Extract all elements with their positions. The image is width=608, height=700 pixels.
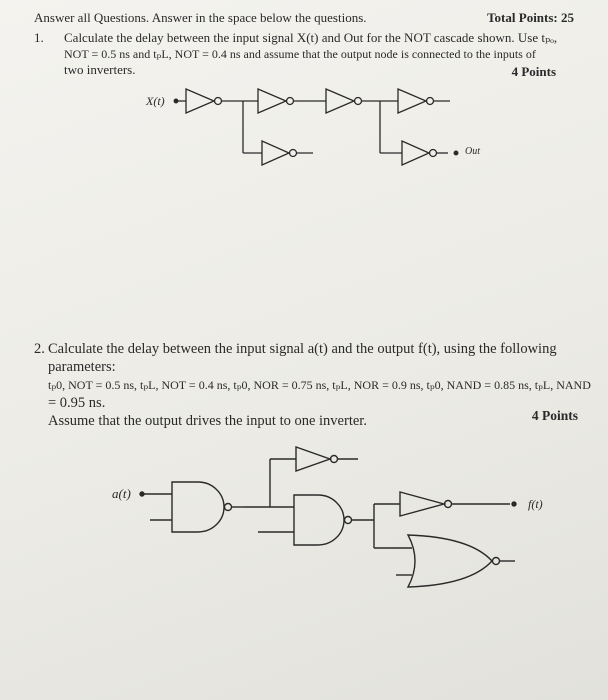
- question-2-line-5: Assume that the output drives the input to one inverter.: [48, 413, 367, 429]
- question-2-line-4: = 0.95 ns.: [48, 395, 106, 411]
- question-2-line-3: tₚ0, NOT = 0.5 ns, tₚL, NOT = 0.4 ns, tₚ0, NOR = 0.75 ns, tₚL, NOR = 0.9 ns, tₚ0, NAND = 0.85 ns, tₚL, NAND: [48, 378, 591, 392]
- nor-gate: [408, 535, 500, 587]
- input-a-dot: [140, 492, 144, 496]
- question-1-line-1: Calculate the delay between the input signal X(t) and Out for the NOT cascade shown. Use tₚₒ,: [64, 30, 558, 45]
- nand-gate-1: [172, 482, 232, 532]
- inverter-top: [296, 447, 338, 471]
- inverter-right: [400, 492, 452, 516]
- nand-gate-2: [294, 495, 352, 545]
- question-1-line-2: NOT = 0.5 ns and tₚL, NOT = 0.4 ns and assume that the output node is connected to the inputs of: [64, 47, 536, 61]
- total-points: Total Points: 25: [487, 10, 574, 25]
- output-label-out: Out: [465, 146, 480, 157]
- input-label-x: X(t): [146, 94, 165, 108]
- output-f-dot: [512, 502, 516, 506]
- question-1-points: 4 Points: [511, 64, 556, 79]
- question-2-number: 2.: [34, 341, 45, 357]
- question-2-line-2: parameters:: [48, 359, 116, 375]
- output-label-f: f(t): [528, 497, 543, 511]
- input-label-a: a(t): [112, 486, 131, 501]
- question-1-number: 1.: [34, 30, 44, 45]
- question-2-line-1: Calculate the delay between the input signal a(t) and the output f(t), using the following: [48, 341, 557, 357]
- instructions-header: Answer all Questions. Answer in the space below the questions.: [34, 10, 367, 25]
- question-2-points: 4 Points: [531, 408, 578, 423]
- question-1-line-3: two inverters.: [64, 62, 136, 77]
